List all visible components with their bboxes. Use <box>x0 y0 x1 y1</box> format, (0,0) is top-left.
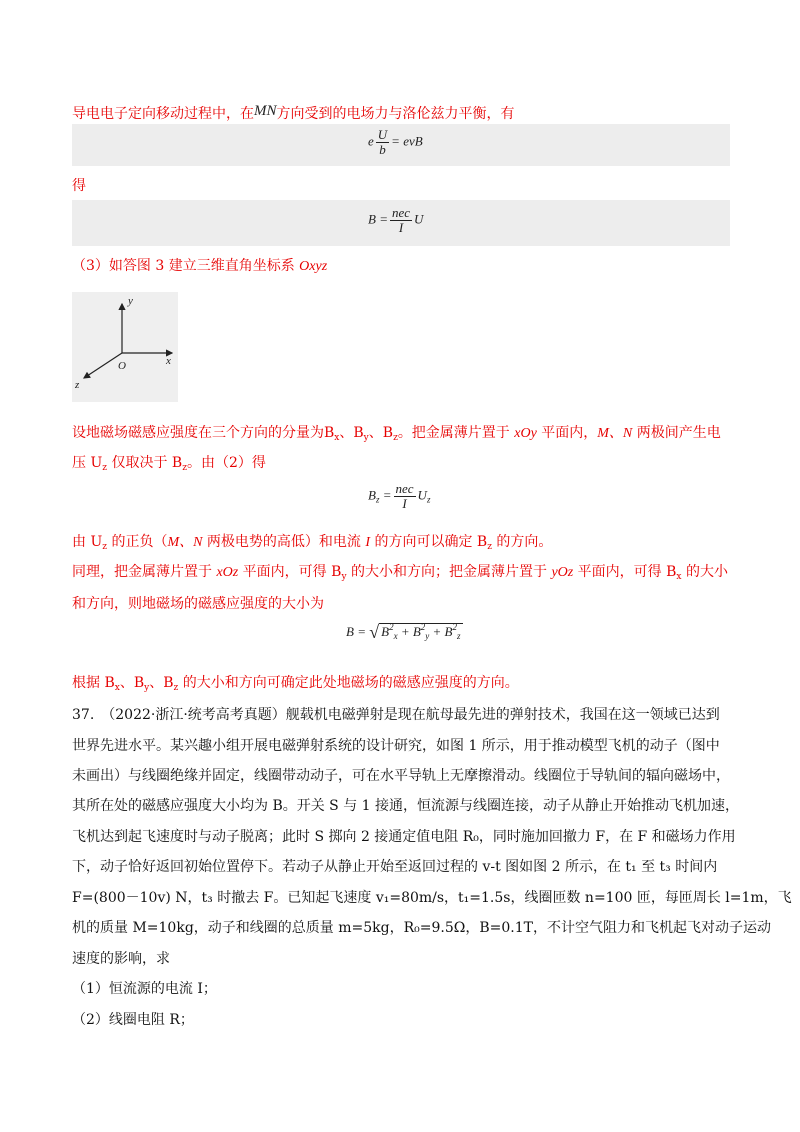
text: 设地磁场磁感应强度在三个方向的分量为B <box>72 425 335 441</box>
sqrt-icon: √ <box>369 622 380 642</box>
problem-37-line3: 未画出）与线圈绝缘并固定，线圈带动动子，可在水平导轨上无摩擦滑动。线圈位于导轨间的辐向磁场中， <box>72 768 730 784</box>
question-1: （1）恒流源的电流 I； <box>72 981 217 997</box>
text: 、B <box>119 675 145 691</box>
sub: z <box>393 433 398 443</box>
problem-37-line9: 速度的影响，求 <box>72 951 170 967</box>
eq-sign: = <box>382 487 392 503</box>
current-symbol: I <box>365 535 371 550</box>
plane-name: xOy <box>514 426 537 441</box>
fraction <box>394 482 416 511</box>
denominator: b <box>379 142 386 157</box>
problem-37-line7: F=(800－10v) N，t₃ 时撤去 F。已知起飞速度 v₁=80m/s，t₁=1.5s，线圈匝数 n=100 匝，每匝周长 l=1m，飞 <box>72 890 792 906</box>
equation-bz <box>368 482 430 511</box>
text: 由 U <box>72 534 103 550</box>
paragraph-sign <box>72 532 732 557</box>
term: + B <box>432 624 453 639</box>
sub: x <box>393 631 398 641</box>
sub: z <box>487 542 492 552</box>
problem-37-line4: 其所在处的磁感应强度大小均为 B。开关 S 与 1 接通，恒流源与线圈连接，动子从静止开始推动飞机加速， <box>72 798 740 814</box>
paragraph-similarly <box>72 562 732 587</box>
text: 的正负（ <box>107 534 168 550</box>
paragraph-components <box>72 423 732 448</box>
numerator: nec <box>391 205 411 220</box>
eq-rhs: U <box>417 487 427 503</box>
eq-lhs: B <box>368 487 376 503</box>
problem-37-line5: 飞机达到起飞速度时与动子脱离；此时 S 掷向 2 接通定值电阻 R₀，同时施加回撤力 F，在 F 和磁场力作用 <box>72 829 736 845</box>
numerator: nec <box>395 481 414 496</box>
electrode-names: M、N <box>167 535 203 550</box>
fraction <box>376 128 389 157</box>
paragraph-components-cont <box>72 453 732 478</box>
text: 根据 B <box>72 675 115 691</box>
radicand <box>379 623 462 639</box>
sup: 2 <box>389 622 394 632</box>
text: 平面内，可得 B <box>573 564 677 580</box>
y-axis-label: y <box>128 295 133 307</box>
equation-force-balance <box>368 128 423 157</box>
sub: z <box>375 494 380 505</box>
coordinate-axes-figure <box>72 292 178 402</box>
text: 的大小 <box>681 564 728 580</box>
sup: 2 <box>452 622 457 632</box>
eq-rhs: = evB <box>391 133 423 149</box>
text: 。把金属薄片置于 <box>397 425 515 441</box>
text: 压 U <box>72 455 103 471</box>
sub: y <box>363 433 369 443</box>
term: B <box>381 624 390 639</box>
fraction <box>390 206 412 235</box>
text: 同理，把金属薄片置于 <box>72 564 217 580</box>
text: 两极电势的高低）和电流 <box>202 534 366 550</box>
text: 方向受到的电场力与洛伦兹力平衡，有 <box>276 106 515 122</box>
text: 平面内，可得 B <box>238 564 342 580</box>
text: 的方向可以确定 B <box>370 534 488 550</box>
balance-statement <box>72 101 732 124</box>
text: （3）如答图 3 建立三维直角坐标系 <box>72 258 295 274</box>
sub: z <box>102 463 107 473</box>
sub: y <box>144 683 150 693</box>
plane-name: xOz <box>216 565 239 580</box>
coordinate-system-name: Oxyz <box>299 259 328 274</box>
question-2: （2）线圈电阻 R； <box>72 1012 194 1028</box>
term: + B <box>400 624 421 639</box>
sup: 2 <box>420 622 426 632</box>
equation-magnitude <box>346 622 463 643</box>
eq-rhs: U <box>414 211 424 227</box>
equation-box-1 <box>72 124 730 166</box>
sub: z <box>182 463 187 473</box>
eq-lhs: B = <box>346 624 366 639</box>
equation-box-2 <box>72 200 730 246</box>
eq-term: e <box>368 133 374 149</box>
step3-heading <box>72 256 732 277</box>
sub: z <box>173 683 179 693</box>
text: 仅取决于 B <box>107 455 183 471</box>
sub: x <box>114 683 120 693</box>
mn-symbol: MN <box>254 103 277 119</box>
z-axis-label: z <box>75 379 80 391</box>
problem-37-line2: 世界先进水平。某兴趣小组开展电磁弹射系统的设计研究，如图 1 所示，用于推动模型飞机的动子（图中 <box>72 738 720 754</box>
denominator: I <box>398 220 404 235</box>
text: 、B <box>368 425 394 441</box>
sub: y <box>425 631 430 641</box>
text: 、B <box>339 425 364 441</box>
problem-37-line8: 机的质量 M=10kg，动子和线圈的总质量 m=5kg，R₀=9.5Ω，B=0.1T，不计空气阻力和飞机起飞对动子运动 <box>72 920 771 936</box>
text: 。由（2）得 <box>186 455 266 471</box>
numerator: U <box>377 127 388 142</box>
x-axis-label: x <box>166 355 171 367</box>
paragraph-magnitude <box>72 594 732 614</box>
text: 的大小和方向；把金属薄片置于 <box>346 564 552 580</box>
de-label <box>72 176 732 196</box>
sub: x <box>676 572 682 582</box>
text: 导电电子定向移动过程中，在 <box>72 106 254 122</box>
problem-37-line6: 下，动子恰好返回初始位置停下。若动子从静止开始至返回过程的 v-t 图如图 2 所示，在 t₁ 至 t₃ 时间内 <box>72 859 718 875</box>
sub: x <box>334 433 340 443</box>
sub: z <box>426 494 431 505</box>
text: 、B <box>149 675 174 691</box>
eq-lhs: B = <box>368 211 388 227</box>
text: 平面内， <box>536 425 598 441</box>
sub: z <box>457 631 461 641</box>
plane-name: yOz <box>551 565 574 580</box>
z-axis <box>84 353 122 378</box>
origin-label: O <box>118 360 126 372</box>
text: 和方向，则地磁场的磁感应强度的大小为 <box>72 596 324 612</box>
electrode-names: M、N <box>597 426 633 441</box>
text: 得 <box>72 178 86 194</box>
denominator: I <box>402 496 407 511</box>
text: 两极间产生电 <box>632 425 721 441</box>
paragraph-direction <box>72 673 732 698</box>
axes-svg <box>72 292 178 402</box>
problem-37-line1: 37. （2022·浙江·统考高考真题）舰载机电磁弹射是现在航母最先进的弹射技术，我国在这一领域已达到 <box>72 707 720 723</box>
text: 的大小和方向可确定此处地磁场的磁感应强度的方向。 <box>178 675 519 691</box>
text: 的方向。 <box>491 534 553 550</box>
sub: z <box>102 542 107 552</box>
equation-b-field <box>368 206 423 235</box>
sub: y <box>341 572 347 582</box>
